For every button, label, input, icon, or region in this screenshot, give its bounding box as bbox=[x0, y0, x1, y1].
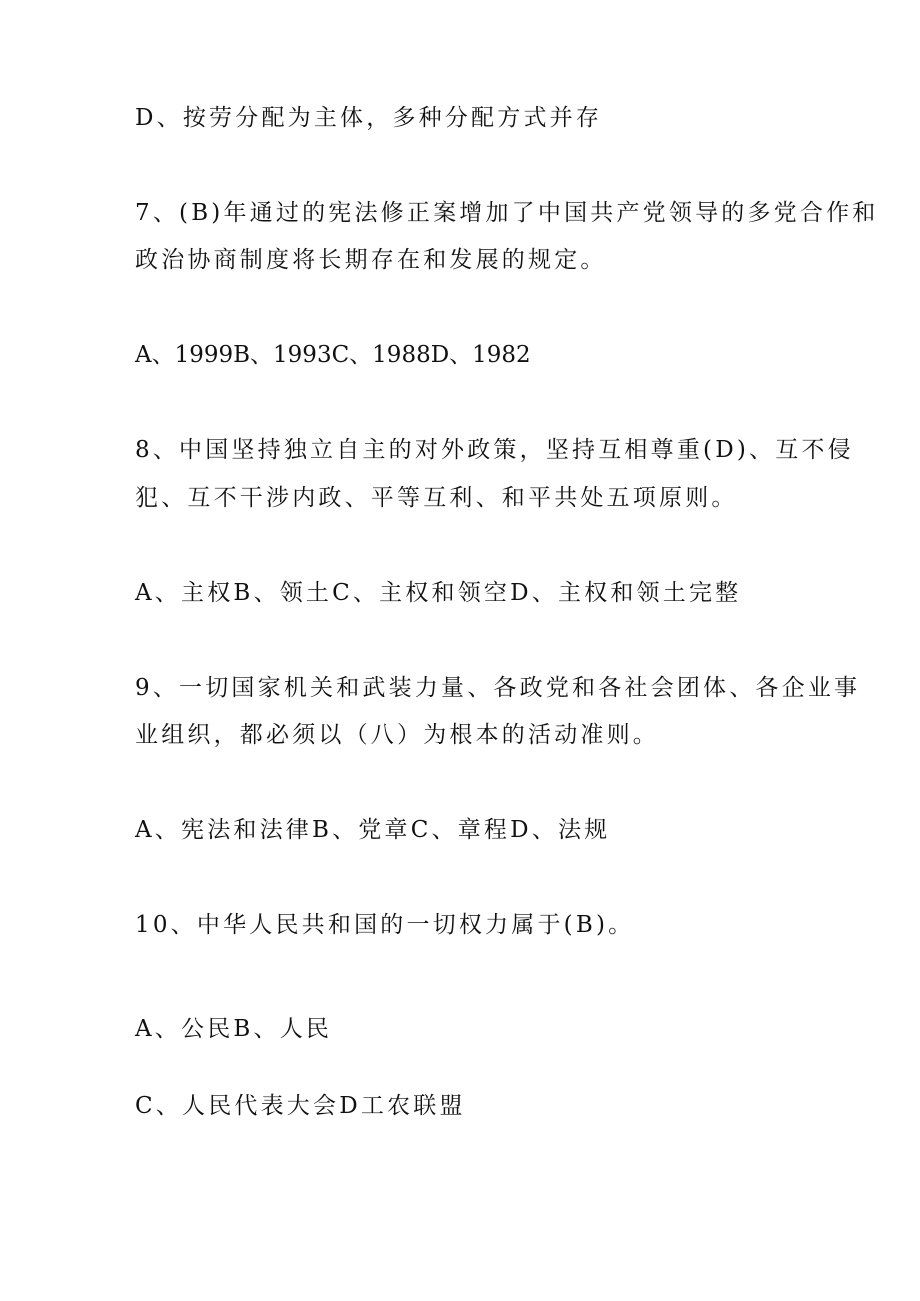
question-8-line-1: 8、中国坚持独立自主的对外政策，坚持互相尊重(D)、互不侵 bbox=[135, 437, 854, 463]
options-q7: A、1999B、1993C、1988D、1982 bbox=[135, 342, 531, 368]
question-7-line-1: 7、(B)年通过的宪法修正案增加了中国共产党领导的多党合作和 bbox=[135, 200, 879, 226]
options-q10-line-1: A、公民B、人民 bbox=[135, 1016, 333, 1042]
options-q10-line-2: C、人民代表大会D工农联盟 bbox=[135, 1093, 466, 1119]
question-7-line-2: 政治协商制度将长期存在和发展的规定。 bbox=[135, 247, 607, 273]
question-10-line-1: 10、中华人民共和国的一切权力属于(B)。 bbox=[135, 912, 635, 938]
question-9-line-1: 9、一切国家机关和武装力量、各政党和各社会团体、各企业事 bbox=[135, 675, 861, 701]
option-line-q6-d: D、按劳分配为主体，多种分配方式并存 bbox=[135, 105, 603, 131]
question-9-line-2: 业组织，都必须以（八）为根本的活动准则。 bbox=[135, 722, 659, 748]
options-q8: A、主权B、领土C、主权和领空D、主权和领土完整 bbox=[135, 580, 742, 606]
options-q9: A、宪法和法律B、党章C、章程D、法规 bbox=[135, 817, 611, 843]
question-8-line-2: 犯、互不干涉内政、平等互利、和平共处五项原则。 bbox=[135, 485, 738, 511]
